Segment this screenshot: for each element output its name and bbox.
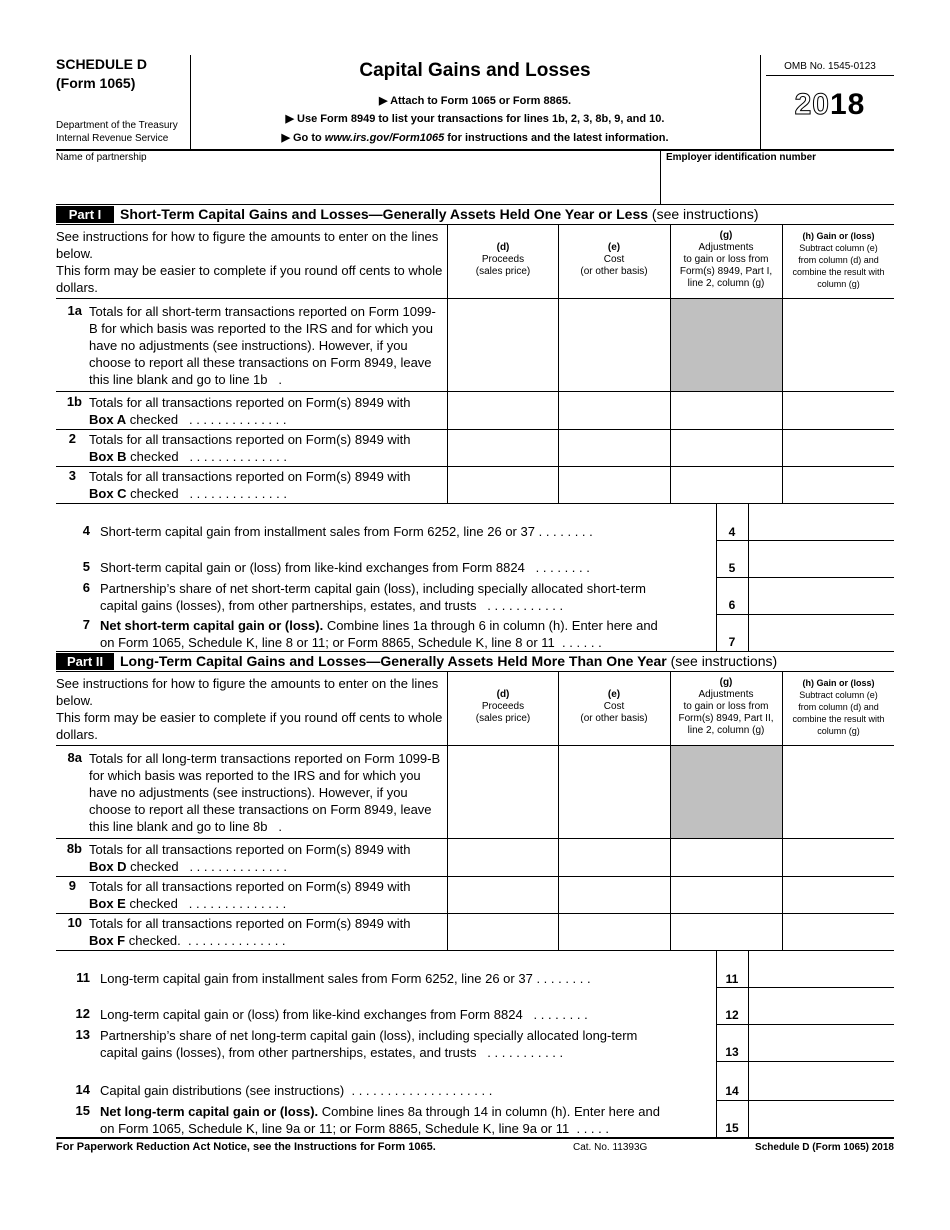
part2-intro1: See instructions for how to figure the amounts to enter on the lines below.: [56, 676, 439, 708]
part2-title: [120, 653, 777, 669]
line15-input[interactable]: [749, 1101, 894, 1137]
line15-text-b: [100, 1120, 609, 1137]
line3-col-d-input[interactable]: [448, 467, 558, 503]
line3-col-g-input[interactable]: [671, 467, 782, 503]
tax-year-outline: 20: [794, 88, 830, 121]
col-e-letter: (e): [607, 242, 621, 253]
line7-bold: Net short-term capital gain or (loss).: [100, 618, 324, 633]
line10-col-d-input[interactable]: [448, 914, 558, 950]
line9-dots: . . . . . . . . . . . . . .: [188, 896, 287, 911]
footer-cat-number: Cat. No. 11393G: [573, 1142, 648, 1153]
col-h-sub4: column (g): [817, 279, 860, 289]
line6-text-a: Partnership’s share of net short-term capital gain (loss), including specially allocated short-term: [100, 581, 647, 596]
line8b-tail: checked: [126, 859, 179, 874]
part2-tag: Part II: [56, 653, 114, 670]
line13-number: 13: [75, 1027, 90, 1042]
irs-label: Internal Revenue Service: [56, 133, 169, 144]
line5-input[interactable]: [749, 541, 894, 577]
line2-col-g-input[interactable]: [671, 430, 782, 466]
line1a-dot: .: [278, 372, 282, 387]
col-e-title: Cost: [603, 254, 625, 265]
col-e-sub: (or other basis): [580, 266, 648, 277]
line6-number: 6: [82, 580, 90, 595]
line14-text: [100, 1082, 492, 1099]
line2-number: 2: [68, 431, 76, 446]
line12-desc: Long-term capital gain or (loss) from like-kind exchanges from Form 8824: [100, 1007, 523, 1022]
part2-col-d-header: [448, 689, 558, 725]
line8b-col-h-input[interactable]: [783, 839, 894, 876]
page-title: Capital Gains and Losses: [359, 60, 591, 81]
line6-input[interactable]: [749, 578, 894, 614]
ein-label: Employer identification number: [666, 152, 817, 163]
part1-col-g-header: [670, 230, 782, 290]
col-g-sub3: line 2, column (g): [687, 725, 765, 736]
box-f-label: Box F: [89, 933, 126, 948]
col-d-title: Proceeds: [481, 701, 525, 712]
line10-tail: checked.: [125, 933, 181, 948]
part1-title-text: Short-Term Capital Gains and Losses—Generally Assets Held One Year or Less: [120, 206, 649, 222]
col-h-sub3: combine the result with: [792, 267, 885, 277]
line7-desc-b: on Form 1065, Schedule K, line 8 or 11; or Form 8865, Schedule K, line 8 or 11: [100, 635, 555, 650]
line4-input[interactable]: [749, 504, 894, 540]
line12-number: 12: [75, 1006, 90, 1021]
line7-input[interactable]: [749, 615, 894, 651]
col-h-title: (h) Gain or (loss): [802, 678, 875, 688]
part2-header: [56, 652, 894, 670]
line1a-text: [89, 303, 441, 388]
line12-box-number: 12: [725, 1008, 739, 1022]
line2-col-h-input[interactable]: [783, 430, 894, 466]
schedule-label: SCHEDULE D: [56, 56, 148, 72]
line11-dots: . . . . . . . .: [536, 971, 591, 986]
line13-box-number: 13: [725, 1045, 739, 1059]
col-g-title: Adjustments: [698, 689, 754, 700]
line1b-col-d-input[interactable]: [448, 392, 558, 429]
line11-number: 11: [76, 970, 90, 985]
instruction-attach: ▶ Attach to Form 1065 or Form 8865.: [378, 95, 572, 107]
line4-dots: . . . . . . . .: [538, 524, 593, 539]
line7-desc-a: Combine lines 1a through 6 in column (h). Enter here and: [323, 618, 658, 633]
line1b-box: [89, 411, 441, 428]
box-b-label: Box B: [89, 449, 127, 464]
line4-box-number: 4: [728, 525, 736, 539]
part1-col-d-header: [448, 242, 558, 278]
line15-bold: Net long-term capital gain or (loss).: [100, 1104, 319, 1119]
line1a-desc: Totals for all short-term transactions reported on Form 1099-B for which basis was reported to the IRS and for which you have no adjustments (see instructions). However, if you choose to report all these transactions on Form 8949, leave this line blank and go to line 1b: [89, 304, 436, 387]
part1-title: [120, 206, 759, 222]
col-d-letter: (d): [496, 689, 510, 700]
col-g-sub3: line 2, column (g): [687, 278, 765, 289]
col-d-sub: (sales price): [475, 266, 531, 277]
line14-number: 14: [75, 1082, 90, 1097]
line8b-dots: . . . . . . . . . . . . . .: [189, 859, 287, 874]
box-d-label: Box D: [89, 859, 127, 874]
tax-year: [766, 88, 894, 122]
part2-col-h-header: [783, 677, 894, 737]
line2-box: [89, 448, 441, 465]
line1b-text: Totals for all transactions reported on Form(s) 8949 with: [89, 395, 411, 410]
box-e-label: Box E: [89, 896, 126, 911]
box-a-label: Box A: [89, 412, 127, 427]
line3-box: [89, 485, 441, 502]
line8a-col-d-input[interactable]: [448, 746, 558, 838]
line5-box-number: 5: [728, 561, 736, 575]
part2-title-suffix: (see instructions): [666, 653, 778, 669]
dept-label: Department of the Treasury: [56, 120, 178, 131]
part1-header: [56, 205, 894, 223]
line1a-col-h-input[interactable]: [783, 299, 894, 391]
line2-dots: . . . . . . . . . . . . . .: [189, 449, 287, 464]
line2-col-e-input[interactable]: [559, 430, 669, 466]
line8a-dot: .: [278, 819, 282, 834]
col-h-sub2: from column (d) and: [798, 255, 879, 265]
part2-title-text: Long-Term Capital Gains and Losses—Generally Assets Held More Than One Year: [120, 653, 667, 669]
line1a-col-g-shaded: [670, 299, 782, 391]
line15-desc-b: on Form 1065, Schedule K, line 9a or 11; or Form 8865, Schedule K, line 9a or 11: [100, 1121, 570, 1136]
line7-number: 7: [82, 617, 90, 632]
line6-text-b: [100, 597, 563, 614]
line10-col-h-input[interactable]: [783, 914, 894, 950]
line7-text-b: [100, 634, 602, 651]
line1a-col-e-input[interactable]: [559, 299, 669, 391]
line1a-number: 1a: [67, 303, 82, 318]
footer-paperwork-notice: For Paperwork Reduction Act Notice, see the Instructions for Form 1065.: [56, 1141, 436, 1153]
line9-box: [89, 895, 441, 912]
line8b-col-d-input[interactable]: [448, 839, 558, 876]
line10-text: Totals for all transactions reported on Form(s) 8949 with: [89, 916, 411, 931]
line9-col-e-input[interactable]: [559, 877, 669, 913]
line8b-col-e-input[interactable]: [559, 839, 669, 876]
line7-box-number: 7: [728, 635, 736, 649]
line15-dots: . . . . .: [576, 1121, 609, 1136]
line14-desc: Capital gain distributions (see instructions): [100, 1083, 345, 1098]
line1b-tail: checked: [126, 412, 179, 427]
line5-desc: Short-term capital gain or (loss) from like-kind exchanges from Form 8824: [100, 560, 525, 575]
line8a-desc: Totals for all long-term transactions reported on Form 1099-B for which basis was reported to the IRS and for which you have no adjustments (see instructions). However, if you choose to report all these transactions on Form 8949, leave this line blank and go to line 8b: [89, 751, 441, 834]
line10-col-g-input[interactable]: [671, 914, 782, 950]
line9-col-h-input[interactable]: [783, 877, 894, 913]
line9-number: 9: [68, 878, 76, 893]
line3-number: 3: [68, 468, 76, 483]
line10-box: [89, 932, 441, 949]
col-e-letter: (e): [607, 689, 621, 700]
part1-col-h-header: [783, 230, 894, 290]
col-g-sub1: to gain or loss from: [683, 254, 769, 265]
line2-col-d-input[interactable]: [448, 430, 558, 466]
line8a-col-e-input[interactable]: [559, 746, 669, 838]
line3-tail: checked: [126, 486, 179, 501]
part1-intro1: See instructions for how to figure the amounts to enter on the lines below.: [56, 229, 439, 261]
instruction-8949: ▶ Use Form 8949 to list your transactions for lines 1b, 2, 3, 8b, 9, and 10.: [285, 113, 665, 125]
line2-tail: checked: [126, 449, 179, 464]
col-d-title: Proceeds: [481, 254, 525, 265]
line14-dots: . . . . . . . . . . . . . . . . . . . .: [351, 1083, 493, 1098]
instruction-website-pre: ▶ Go to: [281, 132, 325, 144]
col-g-letter: (g): [719, 677, 733, 688]
col-g-sub2: Form(s) 8949, Part I,: [679, 266, 773, 277]
line8b-box: [89, 858, 441, 875]
line4-number: 4: [82, 523, 90, 538]
line10-number: 10: [67, 915, 82, 930]
box-c-label: Box C: [89, 486, 127, 501]
line13-desc-b: capital gains (losses), from other partnerships, estates, and trusts: [100, 1045, 477, 1060]
col-h-sub1: Subtract column (e): [799, 690, 878, 700]
line15-number: 15: [75, 1103, 90, 1118]
line15-text-a: [100, 1103, 660, 1120]
line8a-text: [89, 750, 441, 835]
part1-col-e-header: [559, 242, 669, 278]
line6-desc-b: capital gains (losses), from other partnerships, estates, and trusts: [100, 598, 477, 613]
instruction-website: [190, 131, 760, 144]
line6-box-number: 6: [728, 598, 736, 612]
line8b-text: Totals for all transactions reported on Form(s) 8949 with: [89, 842, 411, 857]
line9-col-g-input[interactable]: [671, 877, 782, 913]
line13-text-a: Partnership’s share of net long-term capital gain (loss), including specially allocated long-term: [100, 1028, 638, 1043]
line4-desc: Short-term capital gain from installment sales from Form 6252, line 26 or 37: [100, 524, 535, 539]
part2-col-e-header: [559, 689, 669, 725]
line1b-col-e-input[interactable]: [559, 392, 669, 429]
line5-number: 5: [82, 559, 90, 574]
col-g-sub2: Form(s) 8949, Part II,: [678, 713, 774, 724]
line11-desc: Long-term capital gain from installment sales from Form 6252, line 26 or 37: [100, 971, 533, 986]
ein-field[interactable]: [666, 164, 894, 202]
line15-desc-a: Combine lines 8a through 14 in column (h). Enter here and: [318, 1104, 660, 1119]
line1b-number: 1b: [66, 394, 82, 409]
col-g-title: Adjustments: [698, 242, 754, 253]
partnership-name-label: Name of partnership: [56, 152, 147, 163]
line5-text: [100, 559, 590, 576]
part2-intro2: This form may be easier to complete if you round off cents to whole dollars.: [56, 710, 443, 742]
footer-form-id: Schedule D (Form 1065) 2018: [755, 1142, 894, 1153]
col-g-sub1: to gain or loss from: [683, 701, 769, 712]
line3-col-h-input[interactable]: [783, 467, 894, 503]
line8a-number: 8a: [67, 750, 82, 765]
line10-dots: . . . . . . . . . . . . . .: [188, 933, 286, 948]
irs-link[interactable]: www.irs.gov/Form1065: [324, 132, 445, 144]
line12-dots: . . . . . . . .: [533, 1007, 588, 1022]
line14-box-number: 14: [725, 1084, 739, 1098]
col-h-sub1: Subtract column (e): [799, 243, 878, 253]
col-h-title: (h) Gain or (loss): [802, 231, 875, 241]
line8b-col-g-input[interactable]: [671, 839, 782, 876]
line1b-col-g-input[interactable]: [671, 392, 782, 429]
line3-text: Totals for all transactions reported on Form(s) 8949 with: [89, 469, 411, 484]
part1-tag: Part I: [56, 206, 114, 223]
line5-dots: . . . . . . . .: [535, 560, 590, 575]
part1-intro2: This form may be easier to complete if you round off cents to whole dollars.: [56, 263, 443, 295]
line12-text: [100, 1006, 588, 1023]
partnership-name-field[interactable]: [56, 164, 656, 202]
instruction-website-post: for instructions and the latest information.: [444, 132, 669, 144]
line11-box-number: 11: [725, 972, 739, 986]
line2-text: Totals for all transactions reported on Form(s) 8949 with: [89, 432, 411, 447]
line9-col-d-input[interactable]: [448, 877, 558, 913]
line11-text: [100, 970, 591, 987]
line7-dots: . . . . . .: [562, 635, 602, 650]
line13-dots: . . . . . . . . . . .: [487, 1045, 564, 1060]
line8a-col-g-shaded: [670, 746, 782, 838]
form-label: (Form 1065): [56, 75, 136, 91]
col-d-sub: (sales price): [475, 713, 531, 724]
line12-input[interactable]: [749, 988, 894, 1024]
line15-box-number: 15: [725, 1121, 739, 1135]
line10-col-e-input[interactable]: [559, 914, 669, 950]
line3-dots: . . . . . . . . . . . . . .: [189, 486, 287, 501]
col-h-sub2: from column (d) and: [798, 702, 879, 712]
part2-col-g-header: [670, 677, 782, 737]
col-h-sub4: column (g): [817, 726, 860, 736]
tax-year-bold: 18: [830, 88, 866, 121]
line8a-col-h-input[interactable]: [783, 746, 894, 838]
line3-col-e-input[interactable]: [559, 467, 669, 503]
line8b-number: 8b: [66, 841, 82, 856]
line13-text-b: [100, 1044, 563, 1061]
line6-dots: . . . . . . . . . . .: [487, 598, 564, 613]
line1b-dots: . . . . . . . . . . . . . .: [188, 412, 287, 427]
line9-tail: checked: [125, 896, 178, 911]
omb-number: OMB No. 1545-0123: [784, 61, 876, 72]
col-e-sub: (or other basis): [580, 713, 648, 724]
line14-input[interactable]: [749, 1062, 894, 1100]
col-g-letter: (g): [719, 230, 733, 241]
part1-title-suffix: (see instructions): [648, 206, 759, 222]
line1b-col-h-input[interactable]: [783, 392, 894, 429]
line1a-col-d-input[interactable]: [448, 299, 558, 391]
line4-text: [100, 523, 593, 540]
col-d-letter: (d): [496, 242, 510, 253]
line7-text-a: [100, 617, 658, 634]
col-h-sub3: combine the result with: [792, 714, 885, 724]
line9-text: Totals for all transactions reported on Form(s) 8949 with: [89, 879, 411, 894]
col-e-title: Cost: [603, 701, 625, 712]
line13-input[interactable]: [749, 1025, 894, 1061]
line11-input[interactable]: [749, 951, 894, 987]
